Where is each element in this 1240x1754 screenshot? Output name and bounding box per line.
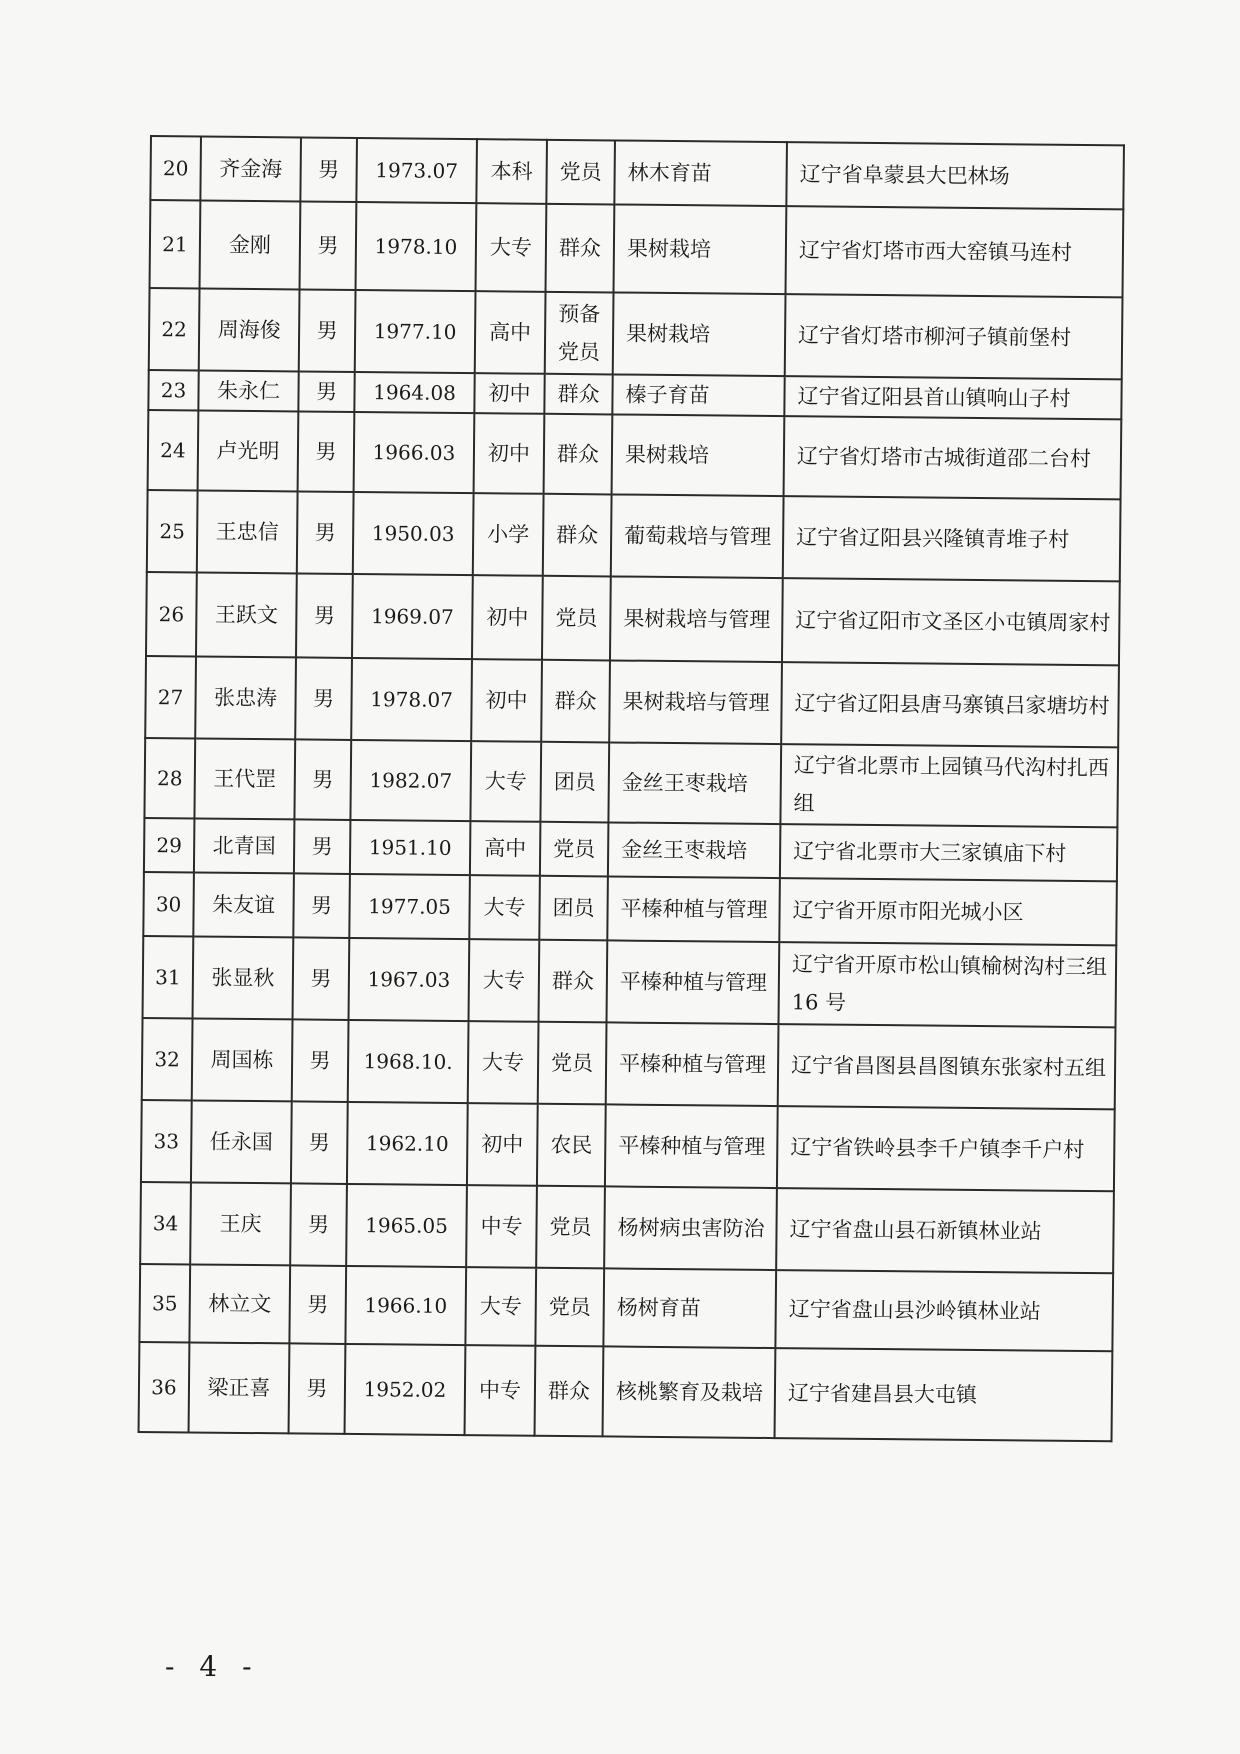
row-number-cell: 26 — [146, 572, 197, 656]
political-status-cell: 党员 — [536, 1186, 605, 1269]
education-cell: 大专 — [468, 1021, 539, 1104]
row-number-cell: 20 — [150, 136, 201, 200]
education-cell: 中专 — [466, 1185, 537, 1268]
person-name-cell: 朱友谊 — [193, 872, 294, 937]
address-cell: 辽宁省辽阳县首山镇响山子村 — [784, 376, 1121, 419]
address-cell: 辽宁省盘山县石新镇林业站 — [776, 1188, 1114, 1273]
specialty-cell: 果树栽培 — [614, 204, 787, 294]
gender-cell: 男 — [290, 1183, 347, 1266]
gender-cell: 男 — [293, 937, 350, 1020]
address-cell: 辽宁省辽阳县唐马寨镇吕家塘坊村 — [781, 662, 1119, 747]
political-status-cell: 团员 — [540, 742, 609, 823]
person-name-cell: 金刚 — [200, 200, 301, 289]
row-number-cell: 34 — [140, 1182, 191, 1264]
address-cell: 辽宁省开原市松山镇榆树沟村三组 16 号 — [778, 942, 1116, 1027]
table-row — [139, 1342, 1113, 1441]
row-number-cell: 28 — [144, 738, 195, 818]
address-cell: 辽宁省昌图县昌图镇东张家村五组 — [778, 1024, 1116, 1109]
education-cell: 大专 — [476, 203, 547, 292]
birth-date-cell: 1968.10. — [348, 1020, 469, 1103]
address-cell: 辽宁省灯塔市古城街道邵二台村 — [784, 416, 1122, 499]
person-name-cell: 齐金海 — [200, 136, 301, 201]
row-number-cell: 22 — [149, 288, 200, 370]
address-cell: 辽宁省北票市大三家镇庙下村 — [780, 824, 1118, 881]
person-name-cell: 梁正喜 — [189, 1342, 290, 1433]
address-cell: 辽宁省北票市上园镇马代沟村扎西组 — [780, 744, 1118, 827]
row-number-cell: 21 — [150, 200, 201, 288]
education-cell: 大专 — [465, 1267, 536, 1346]
gender-cell: 男 — [289, 1265, 346, 1344]
person-name-cell: 王跃文 — [196, 572, 297, 657]
person-name-cell: 朱永仁 — [198, 370, 298, 411]
table-row — [143, 872, 1117, 945]
education-cell: 中专 — [465, 1345, 536, 1436]
gender-cell: 男 — [300, 137, 357, 202]
birth-date-cell: 1967.03 — [349, 938, 470, 1021]
specialty-cell: 果树栽培 — [613, 292, 786, 376]
specialty-cell: 平榛种植与管理 — [605, 1104, 778, 1188]
political-status-cell: 党员 — [538, 1022, 607, 1105]
education-cell: 初中 — [472, 575, 543, 660]
specialty-cell: 葡萄栽培与管理 — [611, 494, 784, 578]
table-row — [139, 1264, 1113, 1351]
table-row — [150, 200, 1124, 297]
person-name-cell: 王代罡 — [194, 738, 295, 819]
political-status-cell: 党员 — [540, 822, 609, 877]
specialty-cell: 林木育苗 — [614, 140, 787, 206]
table-row — [145, 656, 1119, 747]
roster-table — [138, 135, 1125, 1442]
person-name-cell: 卢光明 — [198, 410, 299, 491]
education-cell: 初中 — [474, 413, 545, 494]
table-row — [144, 738, 1118, 827]
table-row — [148, 410, 1122, 499]
table-row — [141, 1100, 1115, 1191]
political-status-cell: 群众 — [535, 1346, 604, 1437]
specialty-cell: 果树栽培与管理 — [610, 576, 783, 662]
education-cell: 初中 — [474, 373, 544, 414]
specialty-cell: 榛子育苗 — [612, 374, 784, 416]
row-number-cell: 24 — [148, 410, 199, 490]
row-number-cell: 32 — [142, 1018, 193, 1100]
table-row — [149, 288, 1123, 379]
political-status-cell: 群众 — [546, 204, 615, 293]
address-cell: 辽宁省灯塔市西大窑镇马连村 — [786, 206, 1124, 297]
specialty-cell: 杨树育苗 — [603, 1268, 776, 1348]
birth-date-cell: 1964.08 — [354, 372, 474, 413]
address-cell: 辽宁省铁岭县李千户镇李千户村 — [777, 1106, 1115, 1191]
table-row — [143, 936, 1117, 1027]
political-status-cell: 农民 — [537, 1104, 606, 1187]
political-status-cell: 党员 — [546, 140, 615, 205]
education-cell: 本科 — [476, 139, 547, 204]
table-row — [144, 818, 1117, 881]
table-row — [150, 136, 1124, 209]
row-number-cell: 27 — [145, 656, 196, 738]
row-number-cell: 33 — [141, 1100, 192, 1182]
row-number-cell: 23 — [148, 370, 198, 410]
specialty-cell: 平榛种植与管理 — [607, 940, 780, 1024]
birth-date-cell: 1950.03 — [353, 492, 474, 575]
birth-date-cell: 1951.10 — [350, 820, 471, 875]
person-name-cell: 王忠信 — [197, 490, 298, 573]
address-cell: 辽宁省灯塔市柳河子镇前堡村 — [785, 294, 1123, 379]
political-status-cell: 群众 — [543, 494, 612, 577]
specialty-cell: 平榛种植与管理 — [607, 876, 780, 942]
education-cell: 大专 — [469, 875, 540, 940]
person-name-cell: 王庆 — [190, 1182, 291, 1265]
address-cell: 辽宁省辽阳市文圣区小屯镇周家村 — [782, 578, 1120, 665]
person-name-cell: 张忠涛 — [195, 656, 296, 739]
political-status-cell: 党员 — [542, 576, 611, 661]
address-cell: 辽宁省阜蒙县大巴林场 — [786, 142, 1124, 209]
person-name-cell: 周海俊 — [199, 288, 300, 371]
birth-date-cell: 1966.10 — [345, 1266, 466, 1345]
roster-body — [139, 136, 1124, 1441]
specialty-cell: 果树栽培与管理 — [609, 660, 782, 744]
address-cell: 辽宁省建昌县大屯镇 — [775, 1348, 1113, 1441]
birth-date-cell: 1973.07 — [356, 138, 477, 203]
political-status-cell: 群众 — [541, 660, 610, 743]
political-status-cell: 群众 — [544, 414, 613, 495]
gender-cell: 男 — [298, 411, 355, 492]
gender-cell: 男 — [300, 201, 357, 290]
birth-date-cell: 1977.05 — [349, 874, 470, 939]
education-cell: 大专 — [470, 741, 541, 822]
table-row — [146, 572, 1120, 665]
political-status-cell: 党员 — [535, 1268, 604, 1347]
row-number-cell: 36 — [139, 1342, 190, 1432]
gender-cell: 男 — [295, 657, 352, 740]
education-cell: 高中 — [470, 821, 541, 876]
person-name-cell: 北青国 — [194, 818, 295, 873]
gender-cell: 男 — [289, 1343, 346, 1434]
political-status-cell: 预备党员 — [545, 292, 614, 375]
political-status-cell: 群众 — [539, 940, 608, 1023]
education-cell: 大专 — [469, 939, 540, 1022]
gender-cell: 男 — [294, 819, 351, 874]
specialty-cell: 杨树病虫害防治 — [604, 1186, 777, 1270]
gender-cell: 男 — [298, 371, 354, 412]
table-row — [140, 1182, 1114, 1273]
birth-date-cell: 1977.10 — [355, 290, 476, 373]
person-name-cell: 周国栋 — [192, 1018, 293, 1101]
row-number-cell: 31 — [143, 936, 194, 1018]
address-cell: 辽宁省开原市阳光城小区 — [779, 878, 1117, 945]
address-cell: 辽宁省辽阳县兴隆镇青堆子村 — [783, 496, 1121, 581]
birth-date-cell: 1978.07 — [351, 658, 472, 741]
row-number-cell: 35 — [139, 1264, 190, 1342]
gender-cell: 男 — [294, 739, 351, 820]
birth-date-cell: 1966.03 — [354, 412, 475, 493]
gender-cell: 男 — [292, 1019, 349, 1102]
birth-date-cell: 1982.07 — [350, 740, 471, 821]
gender-cell: 男 — [297, 491, 354, 574]
gender-cell: 男 — [293, 873, 350, 938]
person-name-cell: 任永国 — [191, 1100, 292, 1183]
gender-cell: 男 — [299, 289, 356, 372]
row-number-cell: 30 — [143, 872, 194, 936]
person-name-cell: 林立文 — [189, 1264, 290, 1343]
table-row — [147, 490, 1121, 581]
birth-date-cell: 1969.07 — [352, 574, 473, 659]
birth-date-cell: 1952.02 — [345, 1344, 466, 1435]
address-cell: 辽宁省盘山县沙岭镇林业站 — [775, 1270, 1113, 1351]
education-cell: 初中 — [471, 659, 542, 742]
political-status-cell: 群众 — [544, 374, 612, 415]
specialty-cell: 平榛种植与管理 — [606, 1022, 779, 1106]
specialty-cell: 金丝王枣栽培 — [608, 742, 781, 824]
specialty-cell: 金丝王枣栽培 — [608, 822, 781, 878]
specialty-cell: 果树栽培 — [612, 414, 785, 496]
education-cell: 小学 — [473, 493, 544, 576]
gender-cell: 男 — [291, 1101, 348, 1184]
birth-date-cell: 1965.05 — [346, 1184, 467, 1267]
specialty-cell: 核桃繁育及栽培 — [603, 1346, 776, 1438]
row-number-cell: 29 — [144, 818, 195, 872]
birth-date-cell: 1962.10 — [347, 1102, 468, 1185]
political-status-cell: 团员 — [539, 876, 608, 941]
education-cell: 初中 — [467, 1103, 538, 1186]
page-number: - 4 - — [165, 1650, 260, 1683]
education-cell: 高中 — [475, 291, 546, 374]
person-name-cell: 张显秋 — [193, 936, 294, 1019]
table-row — [142, 1018, 1116, 1109]
gender-cell: 男 — [296, 573, 353, 658]
row-number-cell: 25 — [147, 490, 198, 572]
birth-date-cell: 1978.10 — [356, 202, 477, 291]
